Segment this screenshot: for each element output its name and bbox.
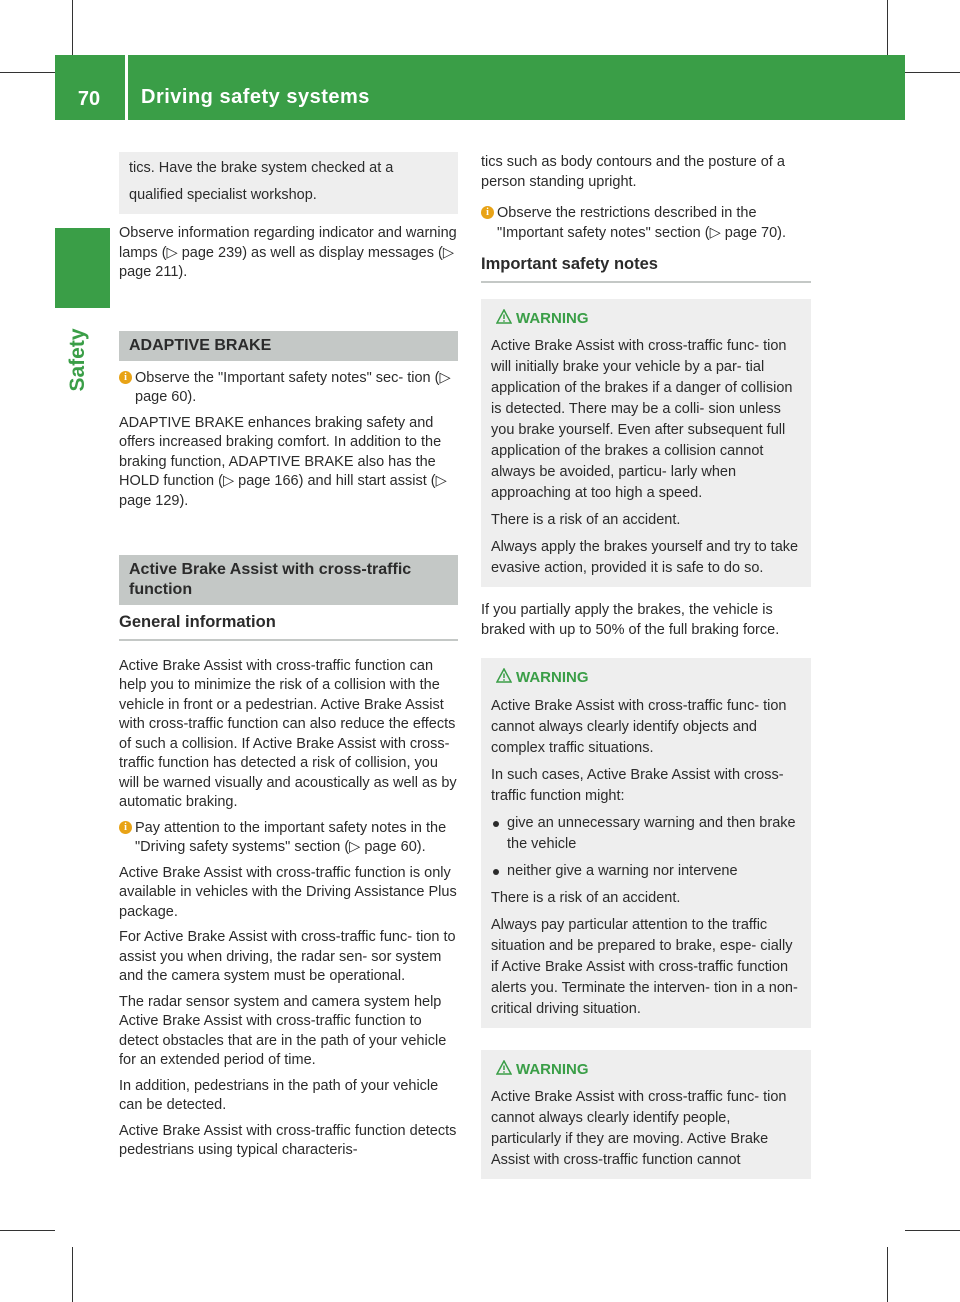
box-line: tics. Have the brake system checked at a: [129, 160, 394, 176]
page-title: Driving safety systems: [141, 86, 370, 108]
paragraph: Active Brake Assist with cross-traffic function is only available in vehicles with the Driving Assistance Plus package.: [119, 864, 457, 920]
partial-braking-paragraph: If you partially apply the brakes, the vehicle is braked with up to 50% of the full braking force.: [481, 602, 780, 638]
warning-label: WARNING: [516, 669, 589, 686]
list-item: [491, 813, 801, 855]
page-number: 70: [77, 88, 101, 110]
crop-mark: [72, 1247, 73, 1302]
warning-title: [491, 1060, 801, 1080]
info-text: Observe the restrictions described in the "Important safety notes" section (▷ page 70).: [497, 205, 787, 241]
warning-box: [481, 299, 811, 588]
warning-text: Active Brake Assist with cross-traffic func- tion cannot always clearly identify people, particularly if they are moving. Active Brake Assist with cross-traffic function cannot: [491, 1089, 787, 1168]
warning-title: [491, 309, 801, 329]
right-column: [481, 153, 811, 1179]
subheading-general-information: General information: [119, 613, 458, 641]
warning-triangle-icon: [496, 309, 512, 324]
header-separator: [125, 55, 128, 120]
info-icon: i: [119, 371, 132, 384]
bullet-icon: [493, 869, 499, 875]
subheading-important-safety-notes: Important safety notes: [481, 255, 811, 283]
box-line: qualified specialist workshop.: [129, 187, 317, 203]
warning-text: Active Brake Assist with cross-traffic func- tion will initially brake your vehicle by a par- tial application of the brakes if a danger of collision is detected. There may be a colli- sion unless you brake yourself. Even after subsequent full application of the brakes a collision cannot always be avoided, particu- larly when approaching at too high a speed.: [491, 338, 793, 501]
continued-warning-box: [119, 152, 458, 214]
warning-label: WARNING: [516, 1060, 589, 1078]
info-note: [119, 819, 458, 858]
warning-text: There is a risk of an accident.: [491, 512, 681, 528]
crop-mark: [905, 72, 960, 73]
warning-text: In such cases, Active Brake Assist with cross-traffic function might:: [491, 766, 784, 804]
paragraph: In addition, pedestrians in the path of your vehicle can be detected.: [119, 1077, 439, 1113]
warning-triangle-icon: [496, 1060, 512, 1075]
info-text: Pay attention to the important safety notes in the "Driving safety systems" section (▷ page 60).: [135, 819, 447, 855]
side-section-label: Safety: [66, 328, 89, 392]
warning-box: [481, 1050, 811, 1180]
section-heading-adaptive-brake: ADAPTIVE BRAKE: [119, 331, 458, 361]
left-column: [119, 152, 458, 1167]
warning-title: [491, 668, 801, 688]
warning-text: Always pay particular attention to the traffic situation and be prepared to brake, espe- cially if Active Brake Assist with cross-traffic function alerts you. Terminate the interven- tion in a non-critical driving situation.: [491, 916, 798, 1017]
info-note: [119, 369, 458, 408]
observe-paragraph: Observe information regarding indicator and warning lamps (▷ page 239) as well as display messages (▷ page 211).: [119, 225, 457, 280]
list-item-text: give an unnecessary warning and then brake the vehicle: [507, 814, 796, 852]
warning-text: Always apply the brakes yourself and try to take evasive action, provided it is safe to do so.: [491, 539, 799, 576]
crop-mark: [887, 1247, 888, 1302]
info-note: [481, 204, 811, 243]
bullet-icon: [493, 821, 499, 827]
warning-box: [481, 658, 811, 1028]
info-icon: i: [119, 821, 132, 834]
list-item-text: neither give a warning nor intervene: [507, 862, 738, 879]
paragraph: For Active Brake Assist with cross-traffic func- tion to assist you when driving, the radar sen- sor system and the camera system must be operational.: [119, 929, 456, 984]
crop-mark: [887, 0, 888, 55]
paragraph: Active Brake Assist with cross-traffic function detects pedestrians using typical characteris-: [119, 1122, 457, 1158]
info-text: Observe the "Important safety notes" sec- tion (▷ page 60).: [135, 369, 451, 405]
crop-mark: [905, 1230, 960, 1231]
adaptive-brake-body: ADAPTIVE BRAKE enhances braking safety and offers increased braking comfort. In addition to the braking function, ADAPTIVE BRAKE also has the HOLD function (▷ page 166) and hill start assist (▷ page 129).: [119, 414, 447, 509]
info-icon: i: [481, 206, 494, 219]
section-heading-active-brake-assist: Active Brake Assist with cross-traffic function: [119, 555, 458, 605]
warning-text: There is a risk of an accident.: [491, 889, 681, 906]
crop-mark: [72, 0, 73, 55]
paragraph: Active Brake Assist with cross-traffic function can help you to minimize the risk of a collision with the vehicle in front or a pedestrian. Active Brake Assist with cross-traffic function can also reduce the effects of such a collision. If Active Brake Assist with cross-traffic function has detected a risk of collision, you will be warned visually and acoustically as well as by automatic braking.: [119, 657, 457, 810]
warning-label: WARNING: [516, 309, 589, 327]
paragraph: tics such as body contours and the posture of a person standing upright.: [481, 154, 785, 190]
crop-mark: [0, 72, 55, 73]
warning-text: Active Brake Assist with cross-traffic func- tion cannot always clearly identify objects and complex traffic situations.: [491, 697, 787, 756]
crop-mark: [0, 1230, 55, 1231]
paragraph: The radar sensor system and camera system help Active Brake Assist with cross-traffic function to detect obstacles that are in the path of your vehicle for an extended period of time.: [119, 993, 447, 1068]
side-tab-marker: [55, 228, 110, 308]
list-item: [491, 861, 801, 882]
warning-triangle-icon: [496, 668, 512, 683]
